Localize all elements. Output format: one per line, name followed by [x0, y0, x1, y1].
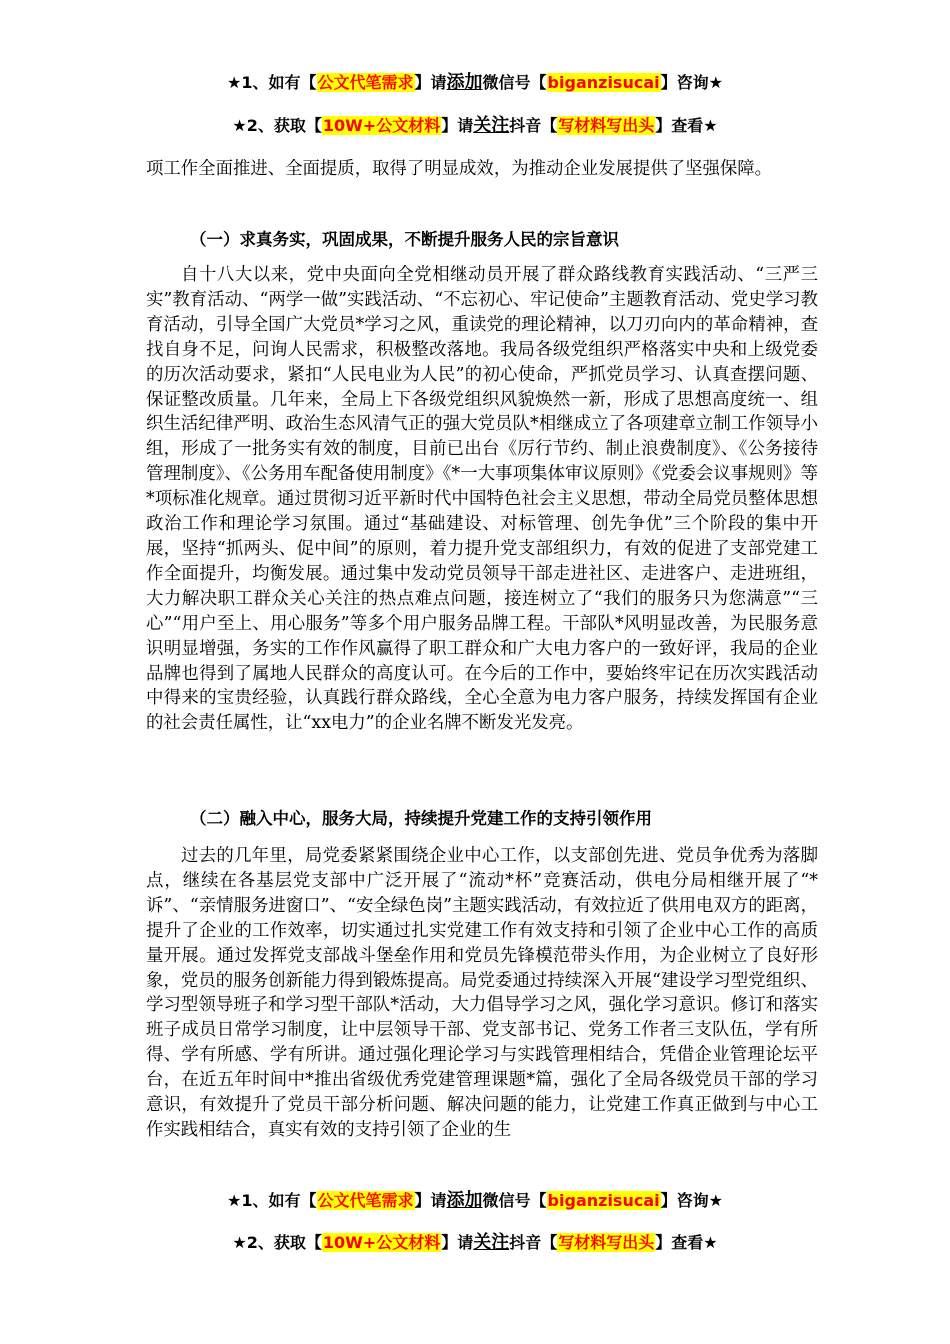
banner-highlight: biganzisucai: [547, 1191, 660, 1210]
banner-text: 】咨询★: [660, 1191, 723, 1210]
banner-text: 抖音【: [509, 116, 558, 135]
banner-highlight: 公文代笔需求: [317, 1191, 414, 1210]
banner-text: 】查看★: [655, 116, 718, 135]
section-1-heading: （一）求真务实，巩固成果，不断提升服务人民的宗旨意识: [190, 230, 619, 249]
banner-highlight: 公文代笔需求: [317, 73, 414, 92]
banner-text: ★2、获取【: [232, 116, 322, 135]
banner-highlight: 写材料写出头: [558, 1233, 655, 1252]
banner-text: 】请: [414, 1191, 447, 1210]
banner-highlight: 写材料写出头: [558, 116, 655, 135]
intro-paragraph: 项工作全面推进、全面提质，取得了明显成效，为推动企业发展提供了坚强保障。: [146, 159, 773, 179]
banner-highlight: 10W+公文材料: [322, 116, 441, 135]
section-2-paragraph: 过去的几年里，局党委紧紧围绕企业中心工作，以支部创先进、党员争优秀为落脚点，继续在各基层党支部中广泛开展了“流动*杯”竞赛活动，供电分局相继开展了“*诉”、“亲情服务进窗口”、“安全绿色岗”主题实践活动，有效拉近了供用电双方的距离，提升了企业的工作效率，切实通过扎实党建工作有效支持和引领了企业中心工作的高质量开展。通过发挥党支部战斗堡垒作用和党员先锋模范带头作用，为企业树立了良好形象，党员的服务创新能力得到锻炼提高。局党委通过持续深入开展“建设学习型党组织、学习型领导班子和学习型干部队*活动，大力倡导学习之风，强化学习意识。修订和落实班子成员日常学习制度，让中层领导干部、党支部书记、党务工作者三支队伍，学有所得、学有所感、学有所讲。通过强化理论学习与实践管理相结合，凭借企业管理论坛平台，在近五年时间中*推出省级优秀党建管理课题*篇，强化了全局各级党员干部的学习意识，有效提升了党员干部分析问题、解决问题的能力，让党建工作真正做到与中心工作实践相结合，真实有效的支持引领了企业的生: [146, 846, 818, 1140]
banner-text: 微信号【: [482, 73, 547, 92]
banner-highlight: biganzisucai: [547, 73, 660, 92]
section-1-paragraph: 自十八大以来，党中央面向全党相继动员开展了群众路线教育实践活动、“三严三实”教育活动、“两学一做”实践活动、“不忘初心、牢记使命”主题教育活动、党史学习教育活动，引导全国广大党员*学习之风，重读党的理论精神，以刀刃向内的革命精神，查找自身不足，问询人民需求，积极整改落地。我局各级党组织严格落实中央和上级党委的历次活动要求，紧扣“人民电业为人民”的初心使命，严抓党员学习、认真查摆问题、保证整改质量。几年来，全局上下各级党组织风貌焕然一新，形成了思想高度统一、组织生活纪律严明、政治生态风清气正的强大党员队*相继成立了各项建章立制工作领导小组，形成了一批务实有效的制度，目前已出台《厉行节约、制止浪费制度》、《公务接待管理制度》、《公务用车配备使用制度》《*一大事项集体审议原则》《党委会议事规则》等*项标准化规章。通过贯彻习近平新时代中国特色社会主义思想，带动全局党员整体思想政治工作和理论学习氛围。通过“基础建设、对标管理、创先争优”三个阶段的集中开展，坚持“抓两头、促中间”的原则，着力提升党支部组织力，有效的促进了支部党建工作全面提升，均衡发展。通过集中发动党员领导干部走进社区、走进客户、走进班组，大力解决职工群众关心关注的热点难点问题，接连树立了“我们的服务只为您满意”“三心”“用户至上、用心服务”等多个用户服务品牌工程。干部队*风明显改善，为民服务意识明显增强，务实的工作作风赢得了职工群众和广大电力客户的一致好评，我局的企业品牌也得到了属地人民群众的高度认可。在今后的工作中，要始终牢记在历次实践活动中得来的宝贵经验，认真践行群众路线，全心全意为电力客户服务，持续发挥国有企业的社会责任属性，让“xx电力”的企业名牌不断发光发亮。: [146, 265, 818, 734]
bottom-banner-line-2: [0, 1228, 950, 1254]
banner-underline: 关注: [473, 115, 510, 136]
section-2-heading: （二）融入中心，服务大局，持续提升党建工作的支持引领作用: [190, 809, 652, 828]
top-banner-line-2: [0, 111, 950, 137]
banner-text: 】请: [414, 73, 447, 92]
banner-underline: 添加: [446, 1190, 483, 1211]
banner-underline: 添加: [446, 72, 483, 93]
banner-text: 】请: [441, 1233, 474, 1252]
banner-text: 】查看★: [655, 1233, 718, 1252]
top-banner-line-1: [0, 68, 950, 94]
banner-text: ★2、获取【: [232, 1233, 322, 1252]
banner-highlight: 10W+公文材料: [322, 1233, 441, 1252]
banner-text: 抖音【: [509, 1233, 558, 1252]
banner-text: ★1、如有【: [227, 1191, 317, 1210]
banner-text: 微信号【: [482, 1191, 547, 1210]
banner-underline: 关注: [473, 1232, 510, 1253]
banner-text: 】咨询★: [660, 73, 723, 92]
banner-text: 】请: [441, 116, 474, 135]
bottom-banner-line-1: [0, 1186, 950, 1212]
banner-text: ★1、如有【: [227, 73, 317, 92]
